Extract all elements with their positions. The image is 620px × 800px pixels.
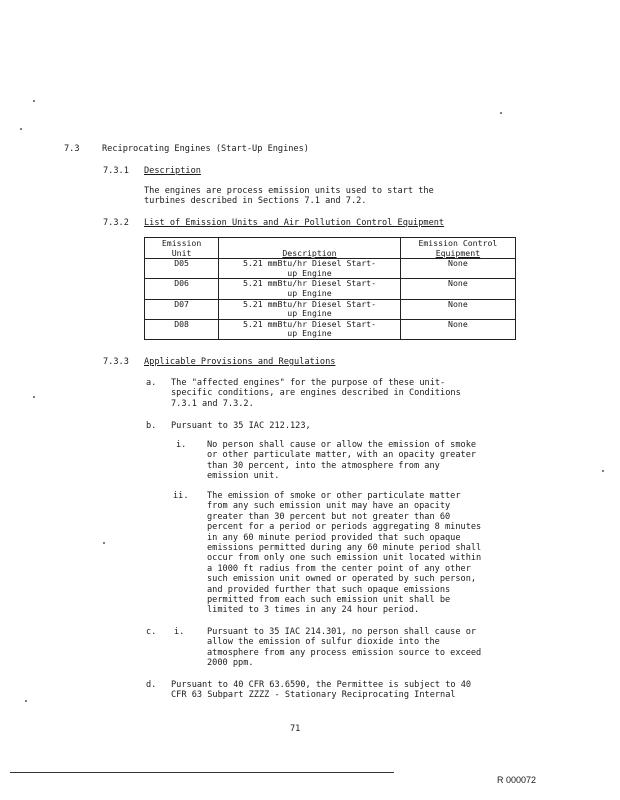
scan-speck — [25, 700, 27, 702]
header-emission-unit: Emission Unit — [145, 238, 219, 259]
text-line: in any 60 minute period provided that such opaque — [207, 532, 461, 543]
provision-sublabel: i. — [176, 440, 187, 450]
provision-c-text — [207, 627, 537, 669]
table-row — [145, 259, 516, 279]
provision-b-ii-text — [207, 491, 537, 616]
text-line: such emission unit owned or operated by such person, — [207, 574, 477, 585]
text-line: and provided further that such opaque emissions — [207, 584, 451, 595]
scan-speck — [500, 112, 502, 114]
text-line: turbines described in Sections 7.1 and 7.2. — [144, 196, 367, 207]
text-line: occur from only one such emission unit located within — [207, 553, 482, 564]
text-line: a 1000 ft radius from the center point of any other — [207, 563, 471, 574]
scan-speck — [20, 128, 22, 130]
text-line: atmosphere from any process emission source to exceed — [207, 647, 482, 658]
provision-a-text — [171, 378, 501, 409]
text-line: greater than 30 percent but not greater than 60 — [207, 511, 451, 522]
unit-cell: D08 — [145, 319, 219, 339]
page-number: 71 — [290, 724, 301, 734]
scan-speck — [103, 542, 105, 544]
text-line: emission unit. — [207, 471, 280, 482]
text-line: 7.3.1 and 7.3.2. — [171, 398, 254, 409]
text-line: The engines are process emission units used to start the — [144, 186, 434, 196]
text-line: Pursuant to 35 IAC 214.301, no person shall cause or — [207, 627, 477, 637]
equipment-cell: None — [400, 259, 515, 279]
header-description: Description — [219, 238, 401, 259]
text-line: allow the emission of sulfur dioxide into the — [207, 637, 440, 648]
subsection-title: Description — [144, 166, 201, 176]
text-line: or other particulate matter, with an opacity greater — [207, 450, 477, 461]
text-line: The "affected engines" for the purpose of these unit- — [171, 378, 446, 388]
text-line: than 30 percent, into the atmosphere from any — [207, 460, 440, 471]
text-line: CFR 63 Subpart ZZZZ - Stationary Reciprocating Internal — [171, 690, 456, 701]
text-line: specific conditions, are engines described in Conditions — [171, 388, 461, 399]
text-line: from any such emission unit may have an opacity — [207, 501, 451, 512]
text-line: Pursuant to 35 IAC 212.123, — [171, 421, 311, 431]
table-row — [145, 299, 516, 319]
provision-b-text — [171, 421, 501, 431]
provision-label: c. — [146, 627, 157, 637]
bates-number: R 000072 — [497, 775, 537, 785]
text-line: 2000 ppm. — [207, 658, 254, 669]
text-line: The emission of smoke or other particulate matter — [207, 491, 461, 501]
equipment-cell: None — [400, 299, 515, 319]
equipment-cell: None — [400, 279, 515, 299]
provision-b-i-text — [207, 440, 537, 482]
description-cell: 5.21 mmBtu/hr Diesel Start- up Engine — [219, 319, 401, 339]
unit-cell: D06 — [145, 279, 219, 299]
subsection-title: Applicable Provisions and Regulations — [144, 357, 336, 367]
provision-label: b. — [146, 421, 157, 431]
provision-sublabel: i. — [174, 627, 185, 637]
text-line: percent for a period or periods aggregating 8 minutes — [207, 522, 482, 533]
provision-sublabel: ii. — [173, 491, 189, 501]
section-title: Reciprocating Engines (Start-Up Engines) — [102, 144, 309, 154]
description-cell: 5.21 mmBtu/hr Diesel Start- up Engine — [219, 299, 401, 319]
unit-cell: D05 — [145, 259, 219, 279]
header-control-equipment: Emission Control Equipment — [400, 238, 515, 259]
text-line: emissions permitted during any 60 minute period shall — [207, 543, 482, 554]
subsection-title: List of Emission Units and Air Pollution Control Equipment — [144, 218, 445, 228]
provision-label: a. — [146, 378, 157, 388]
text-line: permitted from each such emission unit shall be — [207, 595, 451, 606]
scan-speck — [602, 470, 604, 472]
description-cell: 5.21 mmBtu/hr Diesel Start- up Engine — [219, 279, 401, 299]
emission-units-table — [144, 237, 516, 340]
subsection-number: 7.3.1 — [103, 166, 129, 176]
text-line: No person shall cause or allow the emission of smoke — [207, 440, 477, 450]
section-number: 7.3 — [64, 144, 80, 154]
scan-speck — [33, 100, 35, 102]
provision-label: d. — [146, 680, 157, 690]
provision-d-text — [171, 680, 516, 701]
text-line: limited to 3 times in any 24 hour period. — [207, 605, 420, 616]
equipment-cell: None — [400, 319, 515, 339]
unit-cell: D07 — [145, 299, 219, 319]
table-row — [145, 279, 516, 299]
subsection-number: 7.3.2 — [103, 218, 129, 228]
scan-speck — [33, 396, 35, 398]
description-cell: 5.21 mmBtu/hr Diesel Start- up Engine — [219, 259, 401, 279]
table-header-row — [145, 238, 516, 259]
footer-divider — [10, 772, 394, 773]
table-row — [145, 319, 516, 339]
text-line: Pursuant to 40 CFR 63.6590, the Permittee is subject to 40 — [171, 680, 472, 690]
subsection-number: 7.3.3 — [103, 357, 129, 367]
description-paragraph — [144, 186, 474, 207]
